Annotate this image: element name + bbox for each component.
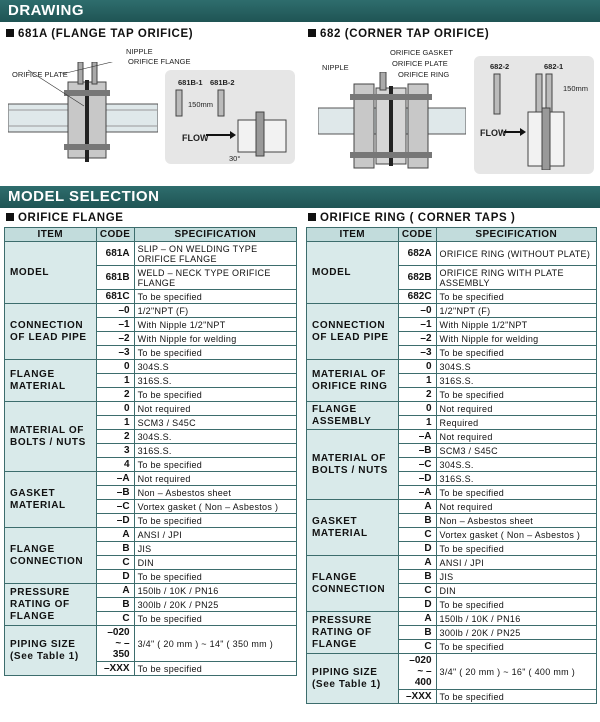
spec-cell: Not required	[436, 500, 596, 514]
spec-cell: 1/2"NPT (F)	[436, 304, 596, 318]
item-cell: PIPING SIZE (See Table 1)	[307, 654, 399, 704]
code-cell: D	[398, 542, 436, 556]
item-cell: PRESSURE RATING OF FLANGE	[5, 584, 97, 626]
code-cell: C	[398, 528, 436, 542]
table-row	[5, 304, 297, 318]
square-bullet-icon	[6, 213, 14, 221]
spec-cell: Vortex gasket ( Non – Asbestos )	[134, 500, 296, 514]
item-cell: MODEL	[5, 242, 97, 304]
spec-cell: To be specified	[134, 290, 296, 304]
spec-cell: To be specified	[436, 690, 596, 704]
label-orifice-flange: ORIFICE FLANGE	[128, 57, 191, 66]
table-row	[5, 360, 297, 374]
spec-cell: ORIFICE RING (WITHOUT PLATE)	[436, 242, 596, 266]
square-bullet-icon	[6, 29, 14, 37]
label-682-1: 682-1	[544, 62, 564, 71]
orifice-ring-title	[308, 212, 515, 224]
item-cell: MODEL	[307, 242, 399, 304]
spec-cell: 304S.S	[436, 360, 596, 374]
item-cell: MATERIAL OF BOLTS / NUTS	[307, 430, 399, 500]
code-cell: D	[398, 598, 436, 612]
spec-cell: 150lb / 10K / PN16	[436, 612, 596, 626]
code-cell: 2	[96, 388, 134, 402]
spec-cell: To be specified	[134, 458, 296, 472]
code-cell: –D	[96, 514, 134, 528]
table-row	[5, 528, 297, 542]
label-flow-681: FLOW	[182, 133, 209, 143]
spec-cell: With Nipple for welding	[134, 332, 296, 346]
spec-cell: With Nipple 1/2"NPT	[436, 318, 596, 332]
label-nipple: NIPPLE	[126, 47, 153, 56]
code-cell: –A	[398, 430, 436, 444]
column-header-item: ITEM	[307, 228, 399, 242]
code-cell: –B	[398, 444, 436, 458]
spec-cell: WELD – NECK TYPE ORIFICE FLANGE	[134, 266, 296, 290]
code-cell: 681C	[96, 290, 134, 304]
column-header-code: CODE	[96, 228, 134, 242]
table-row	[307, 402, 597, 416]
drawing-section-header: DRAWING	[0, 0, 600, 22]
label-orifice-ring: ORIFICE RING	[398, 70, 450, 79]
code-cell: C	[96, 612, 134, 626]
spec-cell: 150lb / 10K / PN16	[134, 584, 296, 598]
spec-cell: SLIP – ON WELDING TYPE ORIFICE FLANGE	[134, 242, 296, 266]
code-cell: A	[96, 528, 134, 542]
code-cell: –A	[96, 472, 134, 486]
code-cell: D	[96, 570, 134, 584]
code-cell: –0	[398, 304, 436, 318]
code-cell: –1	[96, 318, 134, 332]
table-row	[307, 430, 597, 444]
code-cell: –020 ~ –350	[96, 626, 134, 662]
code-cell: 0	[398, 360, 436, 374]
table-row	[307, 654, 597, 690]
code-cell: –020 ~ –400	[398, 654, 436, 690]
code-cell: –2	[398, 332, 436, 346]
spec-cell: To be specified	[436, 388, 596, 402]
label-681b-1: 681B-1	[178, 78, 203, 87]
table-row	[5, 242, 297, 266]
code-cell: C	[96, 556, 134, 570]
spec-cell: Non – Asbestos sheet	[134, 486, 296, 500]
spec-cell: 316S.S.	[134, 444, 296, 458]
label-orifice-gasket: ORIFICE GASKET	[390, 48, 453, 57]
code-cell: –XXX	[96, 662, 134, 676]
figure-681a-title-text: 681A (FLANGE TAP ORIFICE)	[18, 28, 194, 40]
code-cell: 682A	[398, 242, 436, 266]
label-150mm-681: 150mm	[188, 100, 214, 109]
table-row	[307, 360, 597, 374]
code-cell: B	[96, 598, 134, 612]
code-cell: A	[398, 612, 436, 626]
code-cell: 1	[96, 374, 134, 388]
code-cell: –3	[96, 346, 134, 360]
code-cell: A	[398, 556, 436, 570]
table-row	[5, 626, 297, 662]
inset-681b-drawing	[172, 88, 292, 158]
code-cell: 1	[398, 374, 436, 388]
table-row	[307, 556, 597, 570]
code-cell: –C	[96, 500, 134, 514]
spec-cell: JIS	[134, 542, 296, 556]
orifice-ring-title-text: ORIFICE RING ( CORNER TAPS )	[320, 212, 516, 224]
spec-cell: ORIFICE RING WITH PLATE ASSEMBLY	[436, 266, 596, 290]
spec-cell: 300lb / 20K / PN25	[134, 598, 296, 612]
code-cell: 0	[96, 360, 134, 374]
table-row	[307, 242, 597, 266]
code-cell: –1	[398, 318, 436, 332]
code-cell: B	[96, 542, 134, 556]
label-681b-2: 681B-2	[210, 78, 235, 87]
spec-cell: 304S.S.	[436, 458, 596, 472]
table-header-row	[5, 228, 297, 242]
label-30deg: 30°	[229, 154, 241, 163]
spec-cell: Required	[436, 416, 596, 430]
orifice-flange-title	[6, 212, 124, 224]
spec-cell: To be specified	[134, 346, 296, 360]
spec-cell: 316S.S.	[436, 374, 596, 388]
code-cell: –3	[398, 346, 436, 360]
item-cell: FLANGE MATERIAL	[5, 360, 97, 402]
item-cell: FLANGE CONNECTION	[307, 556, 399, 612]
orifice-ring-table	[306, 227, 597, 704]
spec-cell: DIN	[134, 556, 296, 570]
spec-cell: With Nipple for welding	[436, 332, 596, 346]
label-150mm-682: 150mm	[563, 84, 589, 93]
table-row	[5, 402, 297, 416]
label-orifice-plate-682: ORIFICE PLATE	[392, 59, 448, 68]
spec-cell: 304S.S.	[134, 430, 296, 444]
code-cell: –C	[398, 458, 436, 472]
column-header-item: ITEM	[5, 228, 97, 242]
square-bullet-icon	[308, 29, 316, 37]
code-cell: 0	[96, 402, 134, 416]
item-cell: MATERIAL OF ORIFICE RING	[307, 360, 399, 402]
code-cell: A	[398, 500, 436, 514]
table-row	[307, 304, 597, 318]
spec-cell: 300lb / 20K / PN25	[436, 626, 596, 640]
table-row	[5, 584, 297, 598]
spec-cell: To be specified	[436, 640, 596, 654]
code-cell: 4	[96, 458, 134, 472]
code-cell: B	[398, 570, 436, 584]
spec-cell: SCM3 / S45C	[436, 444, 596, 458]
item-cell: GASKET MATERIAL	[5, 472, 97, 528]
orifice-flange-title-text: ORIFICE FLANGE	[18, 212, 124, 224]
square-bullet-icon	[308, 213, 316, 221]
code-cell: 0	[398, 402, 436, 416]
spec-cell: Non – Asbestos sheet	[436, 514, 596, 528]
spec-cell: Not required	[436, 430, 596, 444]
code-cell: –B	[96, 486, 134, 500]
code-cell: 1	[398, 416, 436, 430]
code-cell: C	[398, 584, 436, 598]
label-nipple-682: NIPPLE	[322, 63, 349, 72]
column-header-code: CODE	[398, 228, 436, 242]
code-cell: B	[398, 514, 436, 528]
column-header-spec: SPECIFICATION	[436, 228, 596, 242]
flange-tap-drawing	[8, 62, 158, 177]
table-row	[5, 472, 297, 486]
spec-cell: 316S.S.	[134, 374, 296, 388]
code-cell: –D	[398, 472, 436, 486]
spec-cell: To be specified	[436, 346, 596, 360]
table-row	[307, 500, 597, 514]
spec-cell: JIS	[436, 570, 596, 584]
code-cell: –0	[96, 304, 134, 318]
table-row	[307, 612, 597, 626]
table-header-row	[307, 228, 597, 242]
spec-cell: Vortex gasket ( Non – Asbestos )	[436, 528, 596, 542]
figure-682-title-text: 682 (CORNER TAP ORIFICE)	[320, 28, 490, 40]
code-cell: C	[398, 640, 436, 654]
item-cell: FLANGE CONNECTION	[5, 528, 97, 584]
label-orifice-plate: ORIFICE PLATE	[12, 70, 68, 79]
spec-cell: Not required	[436, 402, 596, 416]
spec-cell: 1/2"NPT (F)	[134, 304, 296, 318]
spec-cell: 304S.S	[134, 360, 296, 374]
code-cell: 3	[96, 444, 134, 458]
label-682-2: 682-2	[490, 62, 510, 71]
spec-cell: To be specified	[436, 290, 596, 304]
item-cell: CONNECTION OF LEAD PIPE	[5, 304, 97, 360]
item-cell: FLANGE ASSEMBLY	[307, 402, 399, 430]
label-flow-682: FLOW	[480, 128, 507, 138]
code-cell: 2	[398, 388, 436, 402]
orifice-flange-table	[4, 227, 297, 676]
spec-cell: To be specified	[436, 486, 596, 500]
spec-cell: To be specified	[436, 598, 596, 612]
code-cell: 1	[96, 416, 134, 430]
code-cell: 682B	[398, 266, 436, 290]
code-cell: –2	[96, 332, 134, 346]
corner-tap-drawing	[318, 72, 466, 178]
item-cell: PIPING SIZE (See Table 1)	[5, 626, 97, 676]
code-cell: –A	[398, 486, 436, 500]
code-cell: 682C	[398, 290, 436, 304]
code-cell: A	[96, 584, 134, 598]
item-cell: PRESSURE RATING OF FLANGE	[307, 612, 399, 654]
code-cell: –XXX	[398, 690, 436, 704]
spec-cell: Not required	[134, 402, 296, 416]
item-cell: MATERIAL OF BOLTS / NUTS	[5, 402, 97, 472]
spec-cell: To be specified	[436, 542, 596, 556]
spec-cell: DIN	[436, 584, 596, 598]
spec-cell: To be specified	[134, 612, 296, 626]
spec-cell: To be specified	[134, 662, 296, 676]
spec-cell: To be specified	[134, 388, 296, 402]
spec-cell: 3/4" ( 20 mm ) ~ 14" ( 350 mm )	[134, 626, 296, 662]
inset-682-drawing	[480, 72, 590, 170]
spec-cell: ANSI / JPI	[134, 528, 296, 542]
spec-cell: SCM3 / S45C	[134, 416, 296, 430]
column-header-spec: SPECIFICATION	[134, 228, 296, 242]
code-cell: 681A	[96, 242, 134, 266]
code-cell: B	[398, 626, 436, 640]
spec-cell: 316S.S.	[436, 472, 596, 486]
spec-cell: With Nipple 1/2"NPT	[134, 318, 296, 332]
figure-682-title	[308, 28, 489, 40]
spec-cell: 3/4" ( 20 mm ) ~ 16" ( 400 mm )	[436, 654, 596, 690]
spec-cell: ANSI / JPI	[436, 556, 596, 570]
model-selection-header: MODEL SELECTION	[0, 186, 600, 208]
code-cell: 2	[96, 430, 134, 444]
spec-cell: Not required	[134, 472, 296, 486]
spec-cell: To be specified	[134, 514, 296, 528]
item-cell: GASKET MATERIAL	[307, 500, 399, 556]
spec-cell: To be specified	[134, 570, 296, 584]
code-cell: 681B	[96, 266, 134, 290]
item-cell: CONNECTION OF LEAD PIPE	[307, 304, 399, 360]
figure-681a-title	[6, 28, 193, 40]
